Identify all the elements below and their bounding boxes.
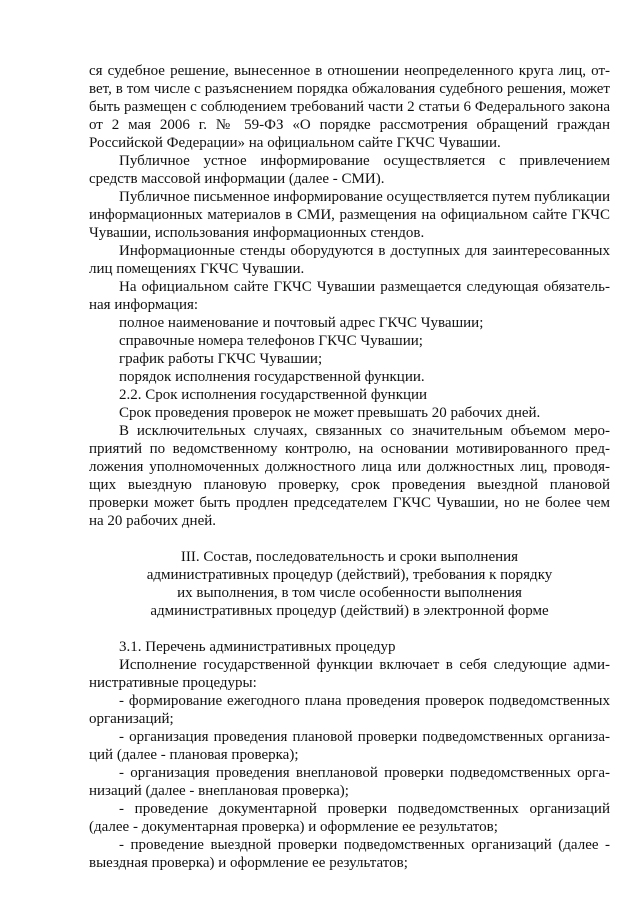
section-3-1-title: 3.1. Перечень административных процедур	[119, 639, 396, 655]
procedure-item: - организация проведения внеплановой проверки подведомственных организаций (далее - внеплановая проверка);	[89, 765, 610, 799]
paragraph-info-stands: Информационные стенды оборудуются в доступных для заинтересованных лиц помещениях ГКЧС Чувашии.	[89, 243, 610, 277]
heading-line: административных процедур (действий) в электронной форме	[150, 603, 549, 619]
paragraph-continuation: ся судебное решение, вынесенное в отношении неопределенного круга лиц, ответ, в том числе с разъяснением порядка обжалования судебного решения, может быть размещен с соблюдением требований части 2 статьи 6 Федерального закона от 2 мая 2006 г. № 59-ФЗ «О порядке рассмотрения обращений граждан Российской Федерации» на официальном сайте ГКЧС Чувашии.	[89, 63, 610, 151]
procedure-item: - проведение документарной проверки подведомственных организаций (далее - документарная проверка) и оформление ее результатов;	[89, 801, 610, 835]
document-page	[89, 62, 610, 872]
list-item: порядок исполнения государственной функции.	[119, 369, 425, 385]
paragraph-exceptional-cases: В исключительных случаях, связанных со значительным объемом мероприятий по ведомственному контролю, на основании мотивированного предложения уполномоченных должностного лица или должностных лиц, проводящих выездную плановую проверку, срок проведения выездной плановой проверки может быть продлен председателем ГКЧС Чувашии, но не более чем на 20 рабочих дней.	[89, 423, 610, 529]
spacer	[89, 620, 610, 638]
list-item: график работы ГКЧС Чувашии;	[119, 351, 323, 367]
list-item: полное наименование и почтовый адрес ГКЧС Чувашии;	[119, 315, 484, 331]
list-item: справочные номера телефонов ГКЧС Чувашии;	[119, 333, 423, 349]
paragraph-public-oral: Публичное устное информирование осуществляется с привлечением средств массовой информации (далее - СМИ).	[89, 153, 610, 187]
paragraph-check-duration: Срок проведения проверок не может превышать 20 рабочих дней.	[119, 405, 541, 421]
spacer	[89, 530, 610, 548]
paragraph-website-info: На официальном сайте ГКЧС Чувашии размещается следующая обязательная информация:	[89, 279, 610, 313]
heading-line: их выполнения, в том числе особенности выполнения	[177, 585, 522, 601]
heading-line: административных процедур (действий), требования к порядку	[146, 567, 553, 583]
paragraph-public-written: Публичное письменное информирование осуществляется путем публикации информационных материалов в СМИ, размещения на официальном сайте ГКЧС Чувашии, использования информационных стендов.	[89, 189, 610, 241]
procedure-item: - организация проведения плановой проверки подведомственных организаций (далее - плановая проверка);	[89, 729, 610, 763]
procedure-item: - формирование ежегодного плана проведения проверок подведомственных организаций;	[89, 693, 610, 727]
section-2-2-title: 2.2. Срок исполнения государственной функции	[119, 387, 428, 403]
paragraph-procedures-intro: Исполнение государственной функции включает в себя следующие административные процедуры:	[89, 657, 610, 691]
heading-line: III. Состав, последовательность и сроки выполнения	[180, 549, 519, 565]
section-iii-heading	[89, 548, 610, 620]
procedure-item: - проведение выездной проверки подведомственных организаций (далее - выездная проверка) и оформление ее результатов;	[89, 837, 610, 871]
